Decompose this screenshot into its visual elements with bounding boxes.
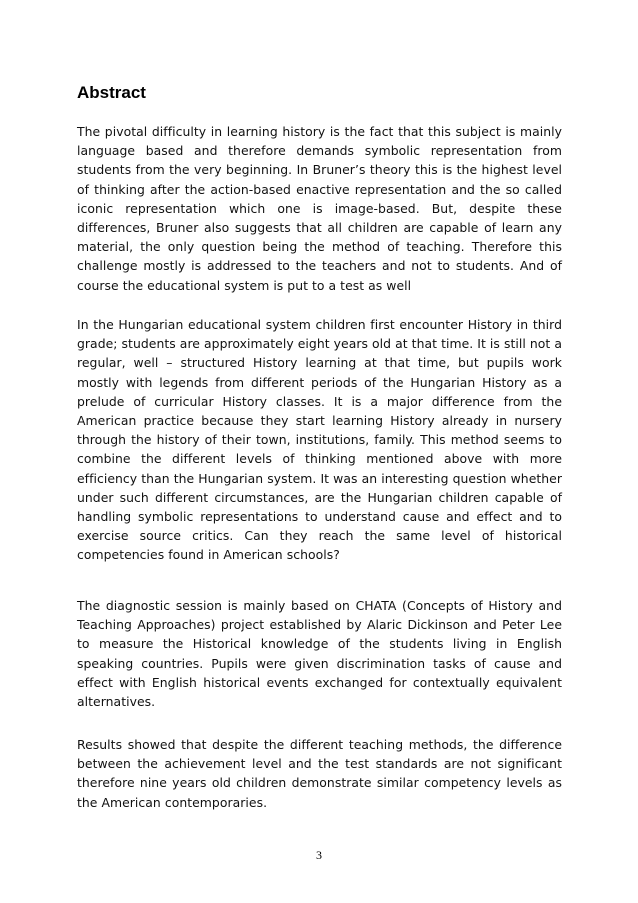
abstract-paragraph-2: In the Hungarian educational system children first encounter History in third grade; students are approximately eight years old at that time. It is still not a regular, well – structured History learning at that time, but pupils work mostly with legends from different periods of the Hungarian History as a prelude of curricular History classes. It is a major difference from the American practice because they start learning History already in nursery through the history of their town, institutions, family. This method seems to combine the different levels of thinking mentioned above with more efficiency than the Hungarian system. It was an interesting question whether under such different circumstances, are the Hungarian children capable of handling symbolic representations to understand cause and effect and to exercise source critics. Can they reach the same level of historical competencies found in American schools? [77, 317, 562, 563]
abstract-heading: Abstract [77, 83, 146, 102]
abstract-paragraph-1: The pivotal difficulty in learning history is the fact that this subject is mainly language based and therefore demands symbolic representation from students from the very beginning. In Bruner’s theory this is the highest level of thinking after the action-based enactive representation and the so called iconic representation which one is image-based. But, despite these differences, Bruner also suggests that all children are capable of learn any material, the only question being the method of teaching. Therefore this challenge mostly is addressed to the teachers and not to students. And of course the educational system is put to a test as well [77, 124, 562, 293]
abstract-paragraph-3: The diagnostic session is mainly based on CHATA (Concepts of History and Teaching Approaches) project established by Alaric Dickinson and Peter Lee to measure the Historical knowledge of the students living in English speaking countries. Pupils were given discrimination tasks of cause and effect with English historical events exchanged for contextually equivalent alternatives. [77, 598, 562, 710]
abstract-paragraph-4: Results showed that despite the different teaching methods, the difference between the achievement level and the test standards are not significant therefore nine years old children demonstrate similar competency levels as the American contemporaries. [77, 737, 562, 810]
page-number: 3 [316, 848, 322, 862]
